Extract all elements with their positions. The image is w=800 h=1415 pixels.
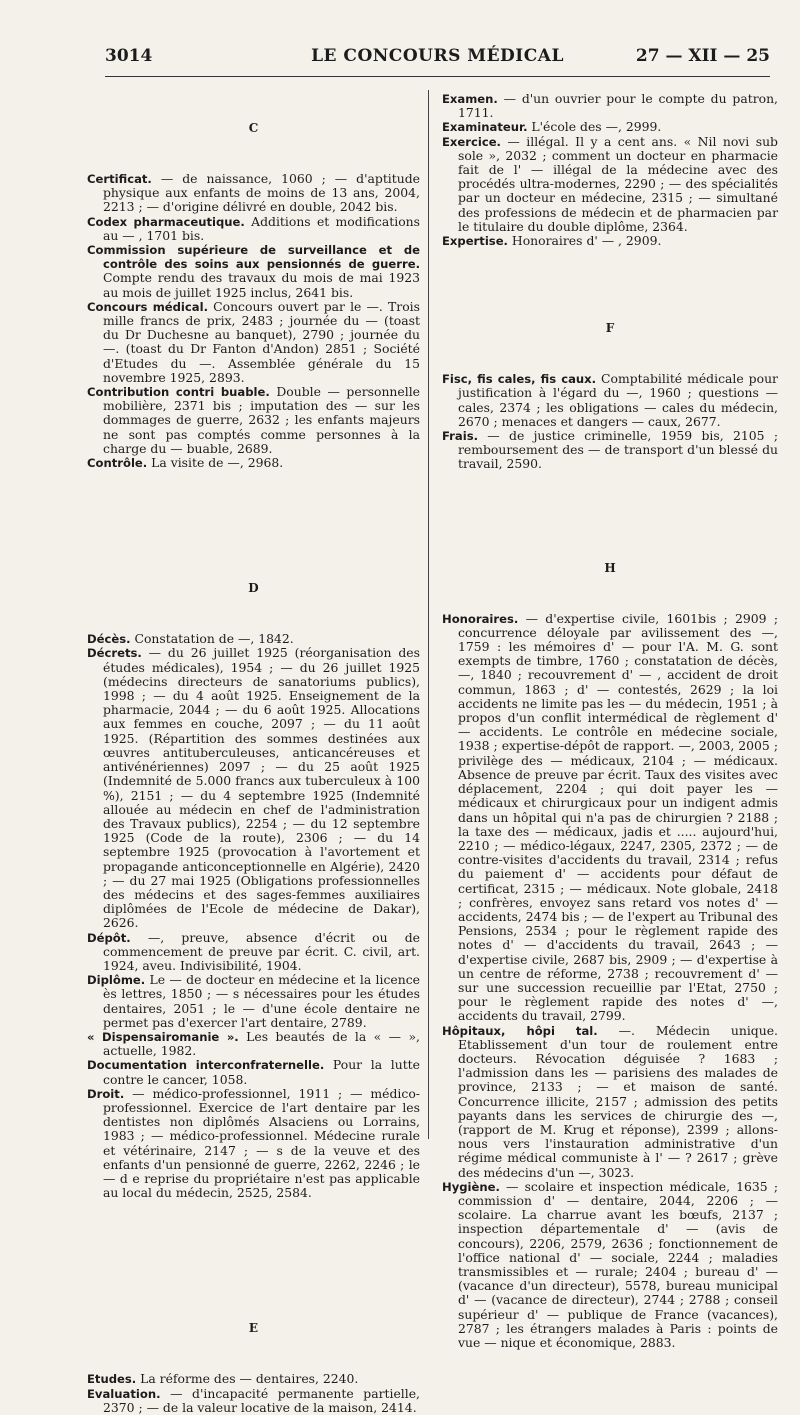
page-header <box>105 42 770 77</box>
index-section <box>87 1320 420 1415</box>
entry-text: — d'un ouvrier pour le compte du patron, 1711. <box>458 91 778 121</box>
journal-title: LE CONCOURS MÉDICAL <box>311 46 564 66</box>
entry-text: —, preuve, absence d'écrit ou de commencement de preuve par écrit. C. civil, art. 1924, aveu. Indivisibilité, 1904. <box>103 929 420 973</box>
entry-term: Codex pharmaceutique. <box>87 214 245 229</box>
section-letter: F <box>605 321 615 336</box>
index-entry <box>442 1024 778 1180</box>
index-entry <box>87 1087 420 1201</box>
entry-term: Contrôle. <box>87 456 148 471</box>
index-section <box>442 320 778 471</box>
issue-date: 27 — XII — 25 <box>635 46 770 66</box>
index-entry <box>87 385 420 456</box>
entry-term: Hôpitaux, hôpi tal. <box>442 1023 598 1038</box>
entry-term: Décès. <box>87 632 131 647</box>
entry-text: Double — personnelle mobilière, 2371 bis ; imputation des — sur les dommages de guerre, 2632 ; les enfants majeurs ne sont pas comptés comme personnes à la charge du — buable, 2689. <box>103 384 420 456</box>
index-entry <box>442 234 778 248</box>
index-entry <box>442 372 778 429</box>
entry-text: Le — de docteur en médecine et la licence ès lettres, 1850 ; — s nécessaires pour les études dentaires, 2051 ; le — d'une école dentaire ne permet pas d'exercer l'art dentaire, 2789. <box>103 972 420 1030</box>
entry-text: — de justice criminelle, 1959 bis, 2105 ; remboursement des — de transport d'un blessé du travail, 2590. <box>458 428 778 472</box>
index-entry <box>87 931 420 974</box>
index-entry <box>87 215 420 243</box>
entry-text: Constatation de —, 1842. <box>130 631 294 647</box>
index-entry <box>442 120 778 134</box>
entry-text: — d'incapacité permanente partielle, 2370 ; — de la valeur locative de la maison, 2414. <box>103 1385 420 1415</box>
index-entry <box>87 172 420 215</box>
index-entry <box>87 243 420 300</box>
entry-term: Dépôt. <box>87 930 131 945</box>
right-column <box>442 92 778 1350</box>
left-column <box>87 92 420 1415</box>
index-entry <box>442 92 778 120</box>
entry-term: Documentation interconfraternelle. <box>87 1058 325 1073</box>
index-entry <box>87 1058 420 1086</box>
index-entry <box>442 612 778 1024</box>
entry-term: Examinateur. <box>442 120 528 135</box>
index-entry <box>442 429 778 472</box>
entry-term: Droit. <box>87 1086 125 1101</box>
entry-text: Honoraires d' — , 2909. <box>507 233 662 249</box>
index-entry <box>442 1180 778 1350</box>
entry-term: Décrets. <box>87 646 142 661</box>
entry-term: Contribution contri buable. <box>87 385 270 400</box>
entry-text: — médico-professionnel, 1911 ; — médico-professionnel. Exercice de l'art dentaire par les dentistes non diplômés Alsaciens ou Lorrains, 1983 ; — médico-professionnel. Médecine rurale et vétérinaire, 2147 ; — s de la veuve et des enfants d'un pensionné de guerre, 2262, 2246 ; le — d e reprise du propriétaire n'est pas applicable au local du médecin, 2525, 2584. <box>103 1085 420 1201</box>
index-entry <box>87 973 420 1030</box>
section-letter: D <box>248 581 259 596</box>
index-entry <box>87 646 420 930</box>
entry-term: Exercice. <box>442 134 501 149</box>
index-entry <box>87 1372 420 1386</box>
index-entry <box>442 135 778 234</box>
entry-term: Honoraires. <box>442 611 519 626</box>
column-divider <box>428 90 429 1139</box>
entry-term: « Dispensairomanie ». <box>87 1029 239 1044</box>
entry-text: Additions et modifications au — , 1701 bis. <box>103 213 420 243</box>
entry-term: Fisc, fis cales, fis caux. <box>442 372 597 387</box>
entry-term: Frais. <box>442 429 478 444</box>
index-section <box>442 92 778 248</box>
entry-term: Certificat. <box>87 172 152 186</box>
index-section <box>442 560 778 1351</box>
entry-text: Concours ouvert par le —. Trois mille francs de prix, 2483 ; journée du — (toast du Dr Duchesne au banquet), 2790 ; journée du —. (toast du Dr Fanton d'Andon) 2851 ; Société d'Etudes du —. Assemblée générale du 15 novembre 1925, 2893. <box>103 298 420 385</box>
entry-text: L'école des —, 2999. <box>527 119 662 135</box>
section-letter: H <box>604 560 616 575</box>
page-number: 3014 <box>105 46 153 66</box>
entry-text: La réforme des — dentaires, 2240. <box>136 1371 359 1387</box>
entry-text: Pour la lutte contre le cancer, 1058. <box>103 1057 420 1087</box>
entry-term: Evaluation. <box>87 1386 161 1401</box>
entry-term: Etudes. <box>87 1372 137 1387</box>
index-section <box>87 580 420 1200</box>
entry-text: Les beautés de la « — », actuelle, 1982. <box>103 1028 420 1059</box>
section-letter: E <box>248 1321 259 1336</box>
index-entry <box>87 1387 420 1415</box>
entry-text: Comptabilité médicale pour justification à l'égard du —, 1960 ; questions — cales, 2374 ; les obligations — cales du médecin, 2670 ; menaces et dangers — caux, 2677. <box>458 371 778 429</box>
entry-term: Commission supérieure de surveillance et de contrôle des soins aux pensionnés de guerre. <box>87 243 420 272</box>
entry-text: — du 26 juillet 1925 (réorganisation des études médicales), 1954 ; — du 26 juillet 1925 (médecins directeurs de sanatoriums publics), 1998 ; — du 4 août 1925. Enseignement de la pharmacie, 2044 ; — du 6 août 1925. Allocations aux femmes en couche, 2097 ; — du 11 août 1925. (Répartition des sommes destinées aux œuvres antituberculeuses, anticancéreuses et antivénériennes) 2097 ; — du 25 août 1925 (Indemnité de 5.000 francs aux tuberculeux à 100 %), 2151 ; — du 4 septembre 1925 (Indemnité allouée au médecin en chef de l'administration des Travaux publics), 2254 ; — du 12 septembre 1925 (Code de la route), 2306 ; — du 14 septembre 1925 (provocation à l'avortement et propagande anticonceptionnelle en Algérie), 2420 ; — du 27 mai 1925 (Obligations professionnelles des médecins et des sages-femmes auxiliaires diplômées de l'Ecole de médecine de Dakar), 2626. <box>103 645 420 931</box>
entry-term: Hygiène. <box>442 1179 500 1194</box>
section-letter: C <box>248 121 259 135</box>
entry-text: La visite de —, 2968. <box>147 455 284 471</box>
entry-text: — de naissance, 1060 ; — d'aptitude physique aux enfants de moins de 13 ans, 2004, 2213 ; — d'origine délivré en double, 2042 bis. <box>103 171 420 215</box>
entry-text: — d'expertise civile, 1601bis ; 2909 ; concurrence déloyale par avilissement des —, 1759 : les mémoires d' — pour l'A. M. G. sont exempts de timbre, 1760 ; constatation de décès, —, 1840 ; recouvrement d' — , accident de droit commun, 1863 ; d' — contestés, 2629 ; la loi accidents ne limite pas les — du médecin, 1951 ; à propos d'un conflit intermédical de règlement d' — accidents. Le contrôle en médecine sociale, 1938 ; expertise-dépôt de rapport. —, 2003, 2005 ; privilège des — médicaux, 2104 ; — médicaux. Absence de preuve par écrit. Taux des visites avec déplacement, 2204 ; qui doit payer les — médicaux et chirurgicaux pour un indigent admis dans un hôpital qui n'a pas de chirurgien ? 2188 ; la taxe des — médicaux, jadis et ..... aujourd'hui, 2210 ; — médico-légaux, 2247, 2305, 2372 ; — de contre-visites d'accidents du travail, 2314 ; refus du paiement d' — accidents pour défaut de certificat, 2315 ; — médicaux. Note globale, 2418 ; confrères, envoyez sans retard vos notes d' — accidents, 2474 bis ; — de l'expert au Tribunal des Pensions, 2534 ; pour le règlement rapide des notes d' — d'accidents du travail, 2643 ; — d'expertise civile, 2687 bis, 2909 ; — d'expertise à un centre de réforme, 2738 ; recouvrement d' — sur une succession recueillie par l'Etat, 2750 ; pour le règlement rapide des notes d' —, accidents du travail, 2799. <box>458 610 778 1024</box>
entry-text: — illégal. Il y a cent ans. « Nil novi sub sole », 2032 ; comment un docteur en pharmacie fait de l' — illégal de la médecine avec des procédés ultra-modernes, 2290 ; — des spécialités par un docteur en médecine, 2315 ; — simultané des professions de médecin et de pharmacien par le titulaire du double diplôme, 2364. <box>458 133 778 234</box>
entry-text: Compte rendu des travaux du mois de mai 1923 au mois de juillet 1925 inclus, 2641 bis. <box>103 270 420 300</box>
index-section <box>87 120 420 470</box>
entry-term: Concours médical. <box>87 299 208 314</box>
entry-text: — scolaire et inspection médicale, 1635 ; commission d' — dentaire, 2044, 2206 ; — scolaire. La charrue avant les bœufs, 2137 ; inspection départementale d' — (avis de concours), 2206, 2579, 2636 ; fonctionnement de l'office national d' — sociale, 2244 ; maladies transmissibles et — rurale; 2404 ; bureau d' — (vacance d'un directeur), 5578, bureau municipal d' — (vacance de directeur), 2744 ; 2788 ; conseil supérieur d' — publique de France (vacances), 2787 ; les étrangers malades à Paris : points de vue — nique et économique, 2883. <box>458 1178 778 1351</box>
index-entry <box>87 300 420 385</box>
entry-term: Examen. <box>442 92 498 106</box>
entry-term: Diplôme. <box>87 973 146 988</box>
entry-text: —. Médecin unique. Etablissement d'un tour de roulement entre docteurs. Révocation déguisée ? 1683 ; l'admission dans les — parisiens des malades de province, 2133 ; — et maison de santé. Concurrence illicite, 2157 ; admission des petits payants dans les services de chirurgie des —, (rapport de M. Krug et réponse), 2399 ; allons-nous vers l'instauration administrative d'un régime médical communiste à l' — ? 2617 ; grève des médecins d'un —, 3023. <box>458 1022 778 1180</box>
index-entry <box>87 456 420 470</box>
index-entry <box>87 1030 420 1058</box>
index-entry <box>87 632 420 646</box>
entry-term: Expertise. <box>442 234 508 249</box>
